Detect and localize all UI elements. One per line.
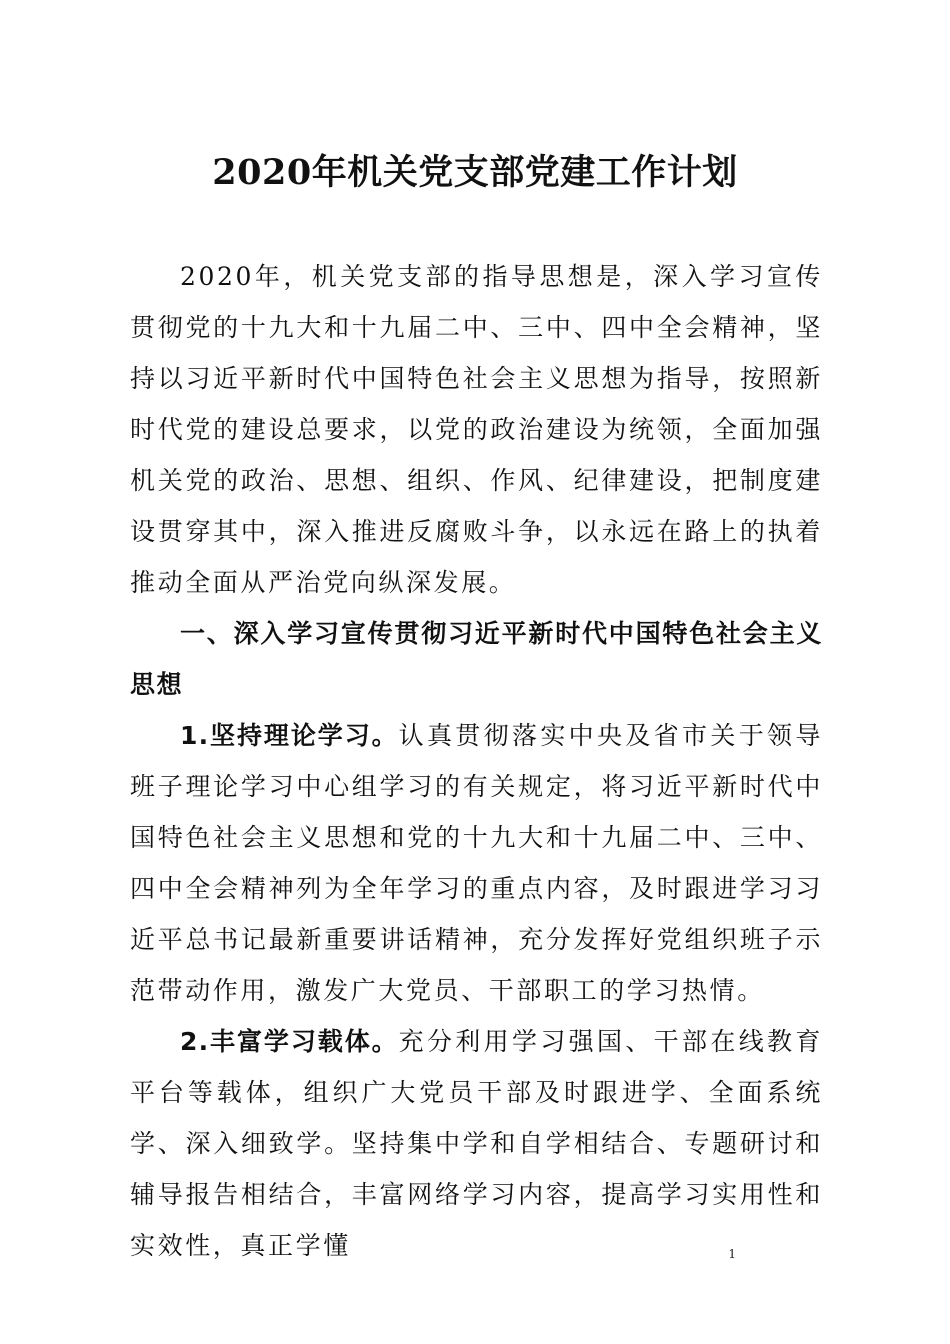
section-heading-1: 一、深入学习宣传贯彻习近平新时代中国特色社会主义思想 <box>130 619 823 699</box>
intro-paragraph: 2020年，机关党支部的指导思想是，深入学习宣传贯彻党的十九大和十九届二中、三中、四中全会精神，坚持以习近平新时代中国特色社会主义思想为指导，按照新时代党的建设总要求，以党的政治建设为统领，全面加强机关党的政治、思想、组织、作风、纪律建设，把制度建设贯穿其中，深入推进反腐败斗争，以永远在路上的执着推动全面从严治党向纵深发展。 <box>130 262 823 597</box>
page-number: 1 <box>728 1247 736 1261</box>
document-title: 2020年机关党支部党建工作计划 <box>212 152 738 193</box>
item-paragraph-1 <box>130 710 823 1016</box>
document-body <box>130 251 823 1271</box>
item-lead-2: 2.丰富学习载体。 <box>180 1027 399 1056</box>
item-paragraph-2 <box>130 1016 823 1271</box>
item-text-1: 认真贯彻落实中央及省市关于领导班子理论学习中心组学习的有关规定，将习近平新时代中国特色社会主义思想和党的十九大和十九届二中、三中、四中全会精神列为全年学习的重点内容，及时跟进学习习近平总书记最新重要讲话精神，充分发挥好党组织班子示范带动作用，激发广大党员、干部职工的学习热情。 <box>130 721 823 1005</box>
item-lead-1: 1.坚持理论学习。 <box>180 721 399 750</box>
item-text-2: 充分利用学习强国、干部在线教育平台等载体，组织广大党员干部及时跟进学、全面系统学、深入细致学。坚持集中学和自学相结合、专题研讨和辅导报告相结合，丰富网络学习内容，提高学习实用性和实效性，真正学懂 <box>130 1027 823 1260</box>
